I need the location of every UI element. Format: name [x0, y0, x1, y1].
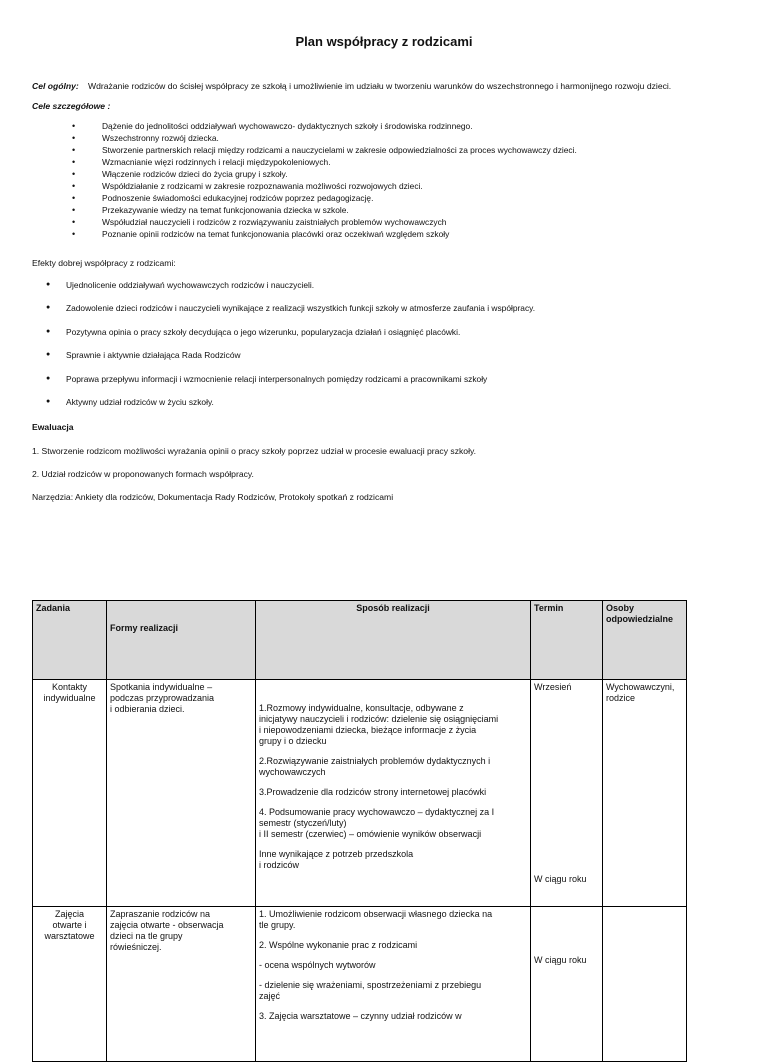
method-line: i rodziców [259, 860, 300, 870]
specific-goal-item: • Współudział nauczycieli i rodziców z rozwiązywaniu zaistniałych problemów wychowawczych [58, 216, 577, 228]
specific-goals-label: Cele szczegółowe : [32, 101, 111, 111]
method-line: tle grupy. [259, 920, 296, 930]
method-cell [256, 680, 531, 907]
task-cell [33, 680, 107, 907]
task-line: otwarte i [52, 920, 87, 930]
page-title: Plan współpracy z rodzicami [295, 34, 473, 49]
form-line: dzieci na tle grupy [110, 931, 183, 941]
term-value: W ciągu roku [534, 874, 587, 884]
responsible-line: Wychowawczyni, [606, 682, 675, 692]
responsible-cell [603, 680, 687, 907]
method-line: i niepowodzeniami dziecka, bieżące informacje z życia [259, 725, 477, 735]
method-paragraph [259, 1011, 527, 1022]
header-termin: Termin [531, 601, 603, 680]
method-paragraph [259, 849, 527, 871]
table-row [33, 680, 687, 907]
method-line: 2. Wspólne wykonanie prac z rodzicami [259, 940, 418, 950]
method-line: 2.Rozwiązywanie zaistniałych problemów dydaktycznych i [259, 756, 491, 766]
method-line: inicjatywy nauczycieli i rodziców: dzielenie się osiągnięciami [259, 714, 499, 724]
specific-goal-item: • Przekazywanie wiedzy na temat funkcjonowania dziecka w szkole. [58, 204, 577, 216]
method-line: - ocena wspólnych wytworów [259, 960, 376, 970]
evaluation-tools: Narzędzia: Ankiety dla rodziców, Dokumentacja Rady Rodziców, Protokoły spotkań z rodzicami [32, 492, 394, 502]
method-paragraph [259, 960, 527, 971]
form-line: rówieśniczej. [110, 942, 162, 952]
term-value: Wrzesień [534, 682, 572, 692]
method-line: - dzielenie się wrażeniami, spostrzeżeniami z przebiegu [259, 980, 482, 990]
method-line: wychowawczych [259, 767, 326, 777]
form-line: zajęcia otwarte - obserwacja [110, 920, 224, 930]
term-cell [531, 680, 603, 907]
form-cell [107, 680, 256, 907]
goal-text: Wdrażanie rodziców do ścisłej współpracy ze szkołą i umożliwienie im udziału w tworzeniu warunków do wszechstronnego i harmonijnego rozwoju dzieci. [88, 81, 672, 91]
method-paragraph [259, 980, 527, 1002]
method-line: grupy i o dziecku [259, 736, 327, 746]
task-line: warsztatowe [44, 931, 95, 941]
header-sposob: Sposób realizacji [256, 601, 531, 680]
method-paragraph [259, 787, 527, 798]
specific-goal-item: • Wzmacnianie więzi rodzinnych i relacji międzypokoleniowych. [58, 156, 577, 168]
header-zadania: Zadania [33, 601, 107, 680]
effect-item: ● Ujednolicenie oddziaływań wychowawczych rodziców i nauczycieli. [32, 278, 535, 301]
method-line: 1. Umożliwienie rodzicom obserwacji własnego dziecka na [259, 909, 493, 919]
term-cell [531, 907, 603, 1062]
goal-label: Cel ogólny: [32, 81, 79, 91]
form-line: Zapraszanie rodziców na [110, 909, 211, 919]
responsible-cell [603, 907, 687, 1062]
effect-item: ● Zadowolenie dzieci rodziców i nauczycieli wynikające z realizacji wszystkich funkcji szkoły w atmosferze zaufania i współpracy. [32, 301, 535, 324]
method-line: 1.Rozmowy indywidualne, konsultacje, odbywane z [259, 703, 464, 713]
effects-label: Efekty dobrej współpracy z rodzicami: [32, 258, 176, 268]
method-line: 4. Podsumowanie pracy wychowawczo – dydaktycznej za I [259, 807, 495, 817]
responsible-line: rodzice [606, 693, 636, 703]
effects-list [32, 278, 535, 418]
method-line: 3.Prowadzenie dla rodziców strony internetowej placówki [259, 787, 487, 797]
task-line: Zajęcia [54, 909, 84, 919]
specific-goal-item: • Poznanie opinii rodziców na temat funkcjonowania placówki oraz oczekiwań względem szkoły [58, 228, 577, 240]
evaluation-label: Ewaluacja [32, 422, 74, 432]
specific-goal-item: • Wszechstronny rozwój dziecka. [58, 132, 577, 144]
form-cell [107, 907, 256, 1062]
method-line: 3. Zajęcia warsztatowe – czynny udział rodziców w [259, 1011, 462, 1021]
header-osoby-line: Osoby [606, 603, 635, 613]
form-line: podczas przyprowadzania [110, 693, 215, 703]
method-cell [256, 907, 531, 1062]
header-osoby [603, 601, 687, 680]
method-line: Inne wynikające z potrzeb przedszkola [259, 849, 414, 859]
specific-goals-list [58, 120, 577, 240]
method-line: semestr (styczeń/luty) [259, 818, 347, 828]
effect-item: ● Pozytywna opinia o pracy szkoły decydująca o jego wizerunku, popularyzacja działań i osiągnięć placówki. [32, 325, 535, 348]
form-line: Spotkania indywidualne – [110, 682, 213, 692]
specific-goal-item: • Dążenie do jednolitości oddziaływań wychowawczo- dydaktycznych szkoły i środowiska rodzinnego. [58, 120, 577, 132]
task-cell [33, 907, 107, 1062]
term-value: W ciągu roku [534, 955, 587, 965]
effect-item: ● Poprawa przepływu informacji i wzmocnienie relacji interpersonalnych pomiędzy rodzicami a pracownikami szkoły [32, 372, 535, 395]
table-header-row [33, 601, 687, 680]
header-osoby-line: odpowiedzialne [606, 614, 674, 624]
method-paragraph [259, 940, 527, 951]
specific-goal-item: • Współdziałanie z rodzicami w zakresie rozpoznawania możliwości rozwojowych dzieci. [58, 180, 577, 192]
evaluation-item-1: 1. Stworzenie rodzicom możliwości wyrażania opinii o pracy szkoły poprzez udział w procesie ewaluacji pracy szkoły. [32, 446, 477, 456]
effect-item: ● Sprawnie i aktywnie działająca Rada Rodziców [32, 348, 535, 371]
method-line: i II semestr (czerwiec) – omówienie wyników obserwacji [259, 829, 482, 839]
effect-item: ● Aktywny udział rodziców w życiu szkoły. [32, 395, 535, 418]
method-paragraph [259, 703, 527, 747]
method-paragraph [259, 807, 527, 840]
task-line: indywidualne [43, 693, 96, 703]
cooperation-plan-table [32, 600, 687, 1062]
header-formy: Formy realizacji [107, 601, 256, 680]
specific-goal-item: • Stworzenie partnerskich relacji między rodzicami a nauczycielami w zakresie odpowiedzialności za proces wychowawczy dzieci. [58, 144, 577, 156]
table-row [33, 907, 687, 1062]
form-line: i odbierania dzieci. [110, 704, 185, 714]
specific-goal-item: • Włączenie rodziców dzieci do życia grupy i szkoły. [58, 168, 577, 180]
specific-goal-item: • Podnoszenie świadomości edukacyjnej rodziców poprzez pedagogizację. [58, 192, 577, 204]
task-line: Kontakty [51, 682, 88, 692]
evaluation-item-2: 2. Udział rodziców w proponowanych formach współpracy. [32, 469, 254, 479]
method-paragraph [259, 909, 527, 931]
method-line: zajęć [259, 991, 281, 1001]
method-paragraph [259, 756, 527, 778]
